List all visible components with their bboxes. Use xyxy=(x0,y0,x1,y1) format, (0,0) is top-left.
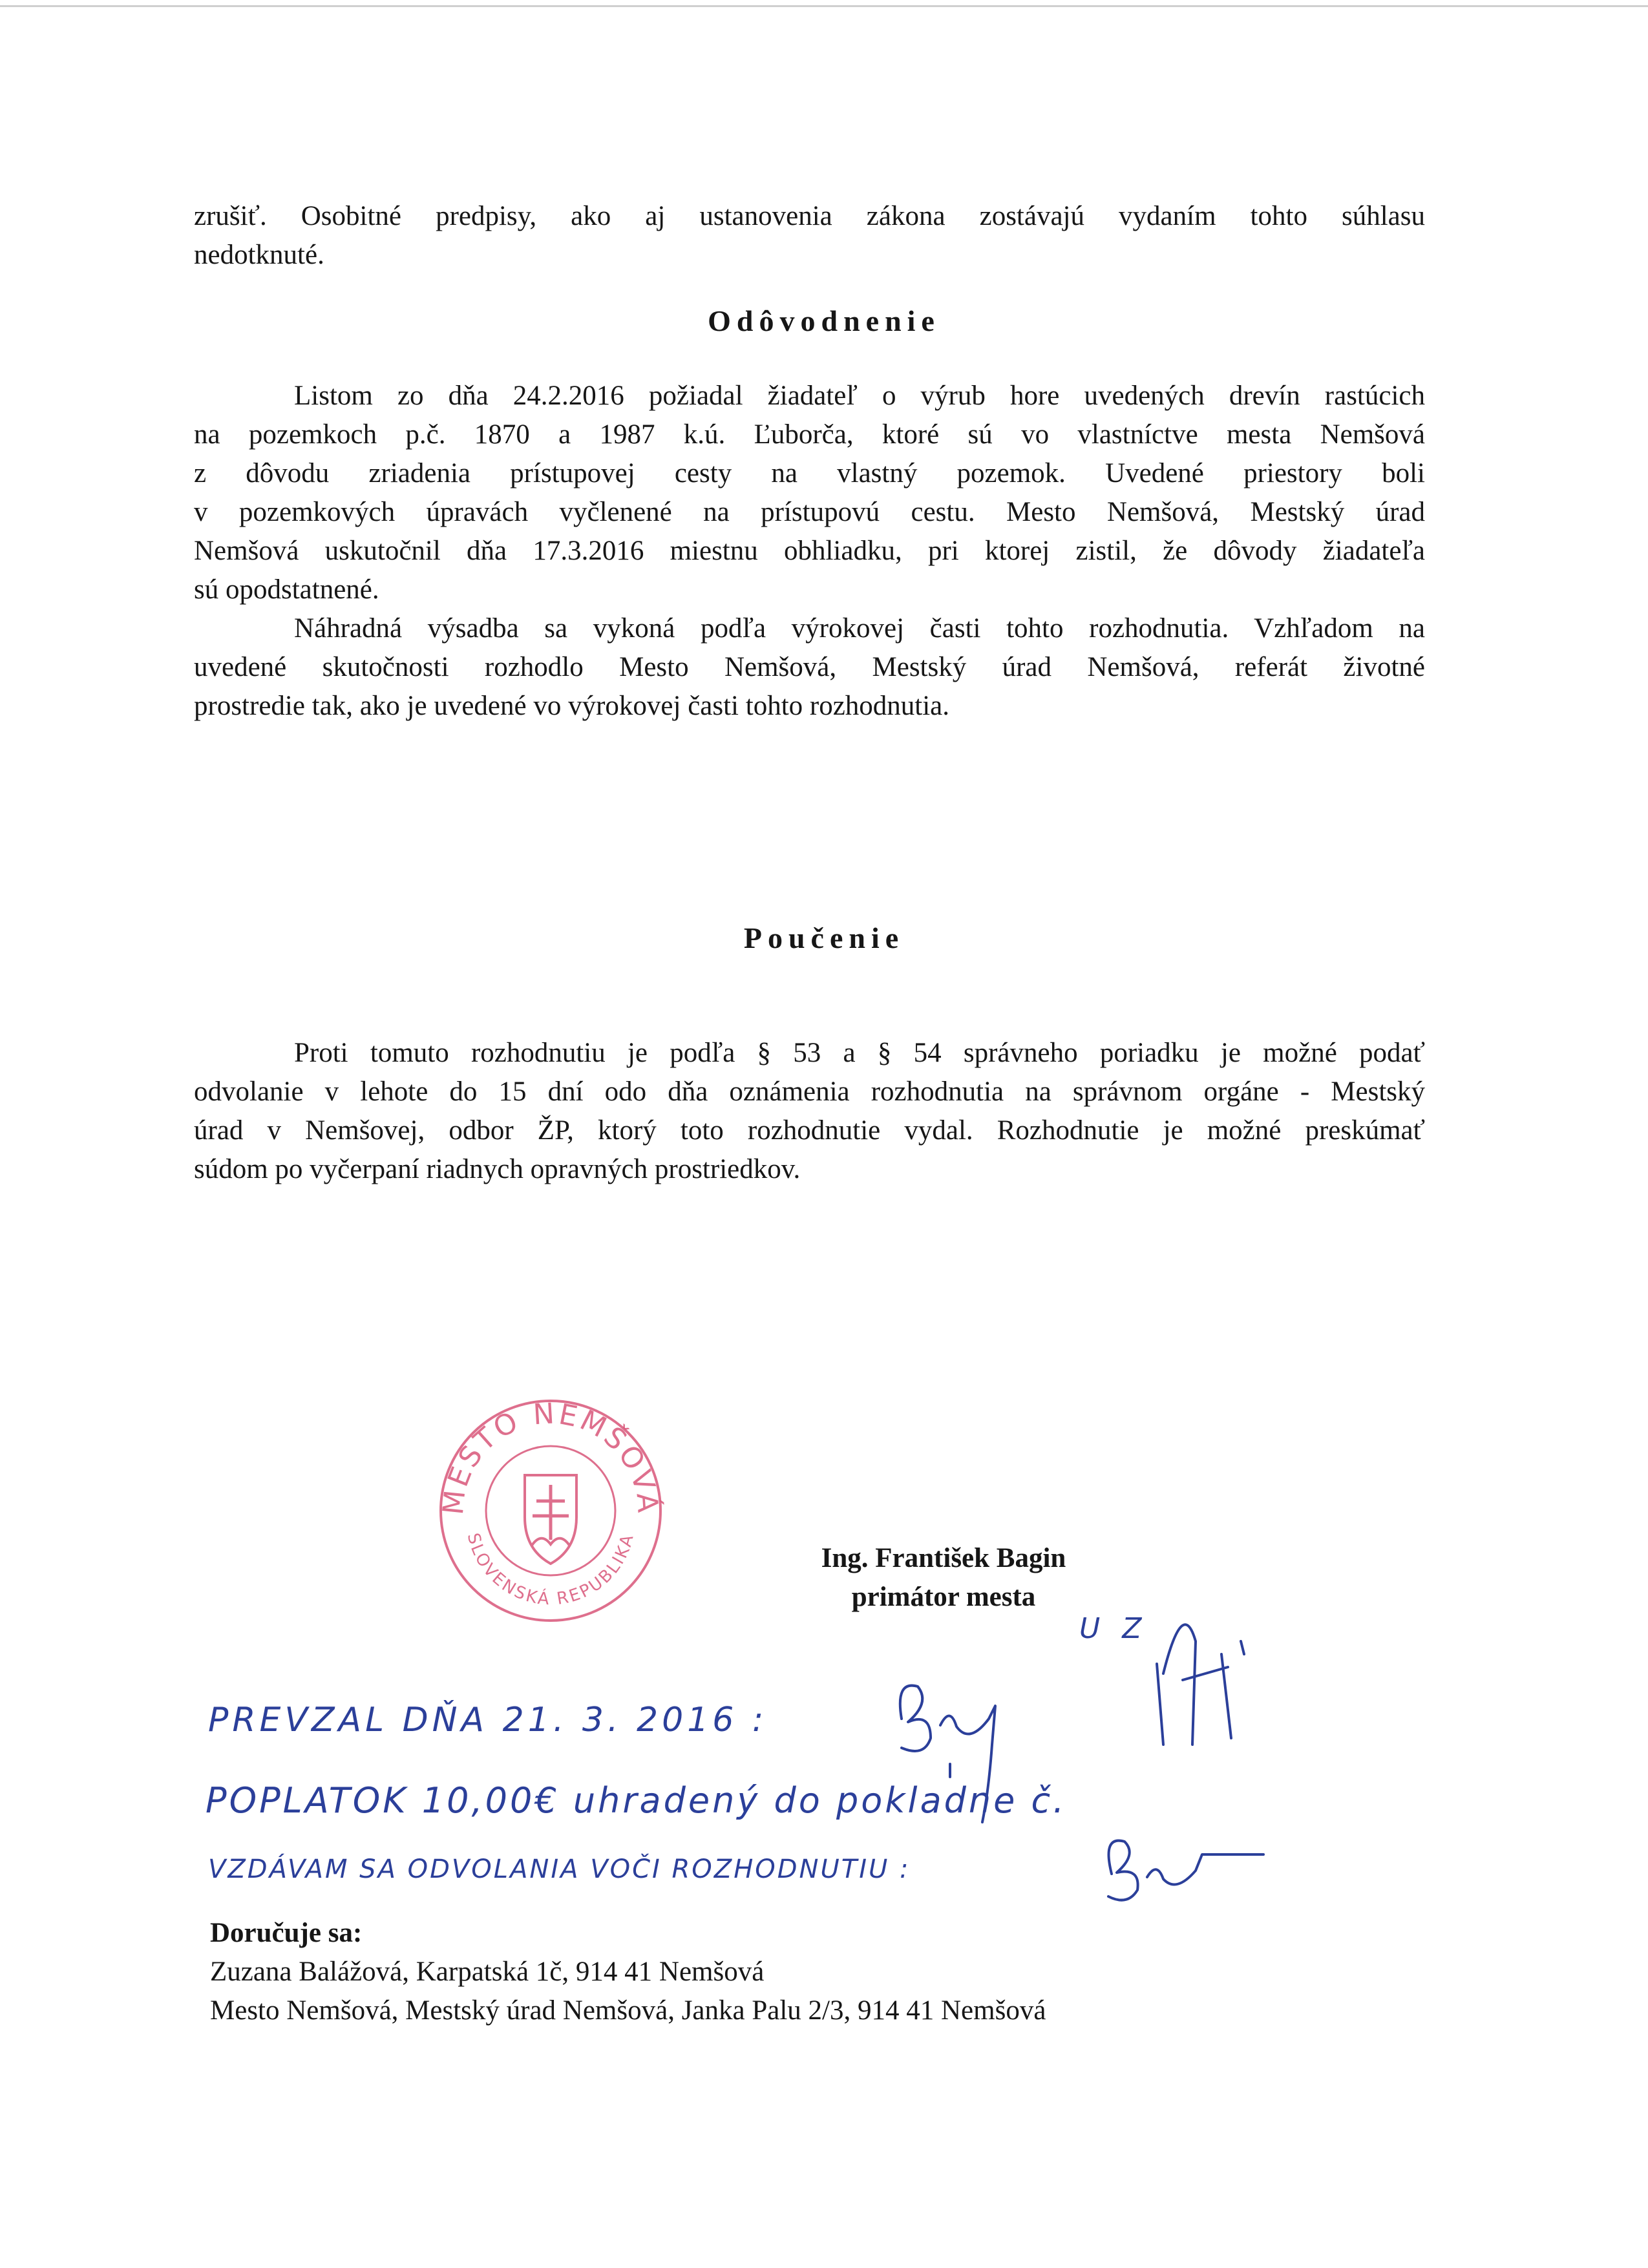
text-line: odvolanie v lehote do 15 dní odo dňa oznámenia rozhodnutia na správnom orgáne - Mestský xyxy=(194,1076,1425,1107)
text-line: úrad v Nemšovej, odbor ŽP, ktorý toto rozhodnutie vydal. Rozhodnutie je možné preskúmať xyxy=(194,1115,1425,1146)
delivery-recipient: Zuzana Balážová, Karpatská 1č, 914 41 Nemšová xyxy=(210,1957,765,1987)
text-line: prostredie tak, ako je uvedené vo výrokovej časti tohto rozhodnutia. xyxy=(194,691,950,721)
handwritten-fee-note: POPLATOK 10,00€ uhradený do pokladne č. xyxy=(206,1780,1067,1821)
text-line: súdom po vyčerpaní riadnych opravných prostriedkov. xyxy=(194,1154,801,1184)
poucenie-heading: Poučenie xyxy=(743,921,905,954)
odovodnenie-heading: Odôvodnenie xyxy=(708,304,940,337)
delivery-recipient: Mesto Nemšová, Mestský úrad Nemšová, Janka Palu 2/3, 914 41 Nemšová xyxy=(210,1995,1046,2026)
signatory-title: primátor mesta xyxy=(851,1582,1036,1612)
text-line: z dôvodu zriadenia prístupovej cesty na vlastný pozemok. Uvedené priestory boli xyxy=(194,458,1425,488)
text-line: Nemšová uskutočnil dňa 17.3.2016 miestnu obhliadku, pri ktorej zistil, že dôvody žiadateľa xyxy=(194,536,1425,566)
text-line: Proti tomuto rozhodnutiu je podľa § 53 a § 54 správneho poriadku je možné podať xyxy=(294,1038,1425,1068)
text-line: v pozemkových úpravách vyčlenené na prístupovú cestu. Mesto Nemšová, Mestský úrad xyxy=(194,497,1425,527)
text-line: sú opodstatnené. xyxy=(194,574,379,605)
svg-text:MESTO NEMŠOVÁ: MESTO NEMŠOVÁ xyxy=(436,1397,664,1517)
signatory-name: Ing. František Bagin xyxy=(821,1543,1066,1573)
text-line: uvedené skutočnosti rozhodlo Mesto Nemšová, Mestský úrad Nemšová, referát životné xyxy=(194,652,1425,682)
svg-text:SLOVENSKÁ REPUBLIKA: SLOVENSKÁ REPUBLIKA xyxy=(463,1531,639,1610)
handwritten-initials: U Z xyxy=(1079,1612,1148,1645)
text-line: Náhradná výsadba sa vykoná podľa výrokovej časti tohto rozhodnutia. Vzhľadom na xyxy=(294,613,1425,644)
handwritten-received-note: PREVZAL DŇA 21. 3. 2016 : xyxy=(208,1701,768,1739)
handwritten-waiver-note: VZDÁVAM SA ODVOLANIA VOČI ROZHODNUTIU : xyxy=(208,1854,911,1884)
text-line: na pozemkoch p.č. 1870 a 1987 k.ú. Ľuborča, ktoré sú vo vlastníctve mesta Nemšová xyxy=(194,419,1425,450)
text-line: Listom zo dňa 24.2.2016 požiadal žiadateľ o výrub hore uvedených drevín rastúcich xyxy=(294,381,1425,411)
text-line: zrušiť. Osobitné predpisy, ako aj ustanovenia zákona zostávajú vydaním tohto súhlasu xyxy=(194,201,1425,231)
delivery-title: Doručuje sa: xyxy=(210,1918,363,1948)
text-line: nedotknuté. xyxy=(194,240,324,270)
delivery-list xyxy=(210,1914,1046,2030)
